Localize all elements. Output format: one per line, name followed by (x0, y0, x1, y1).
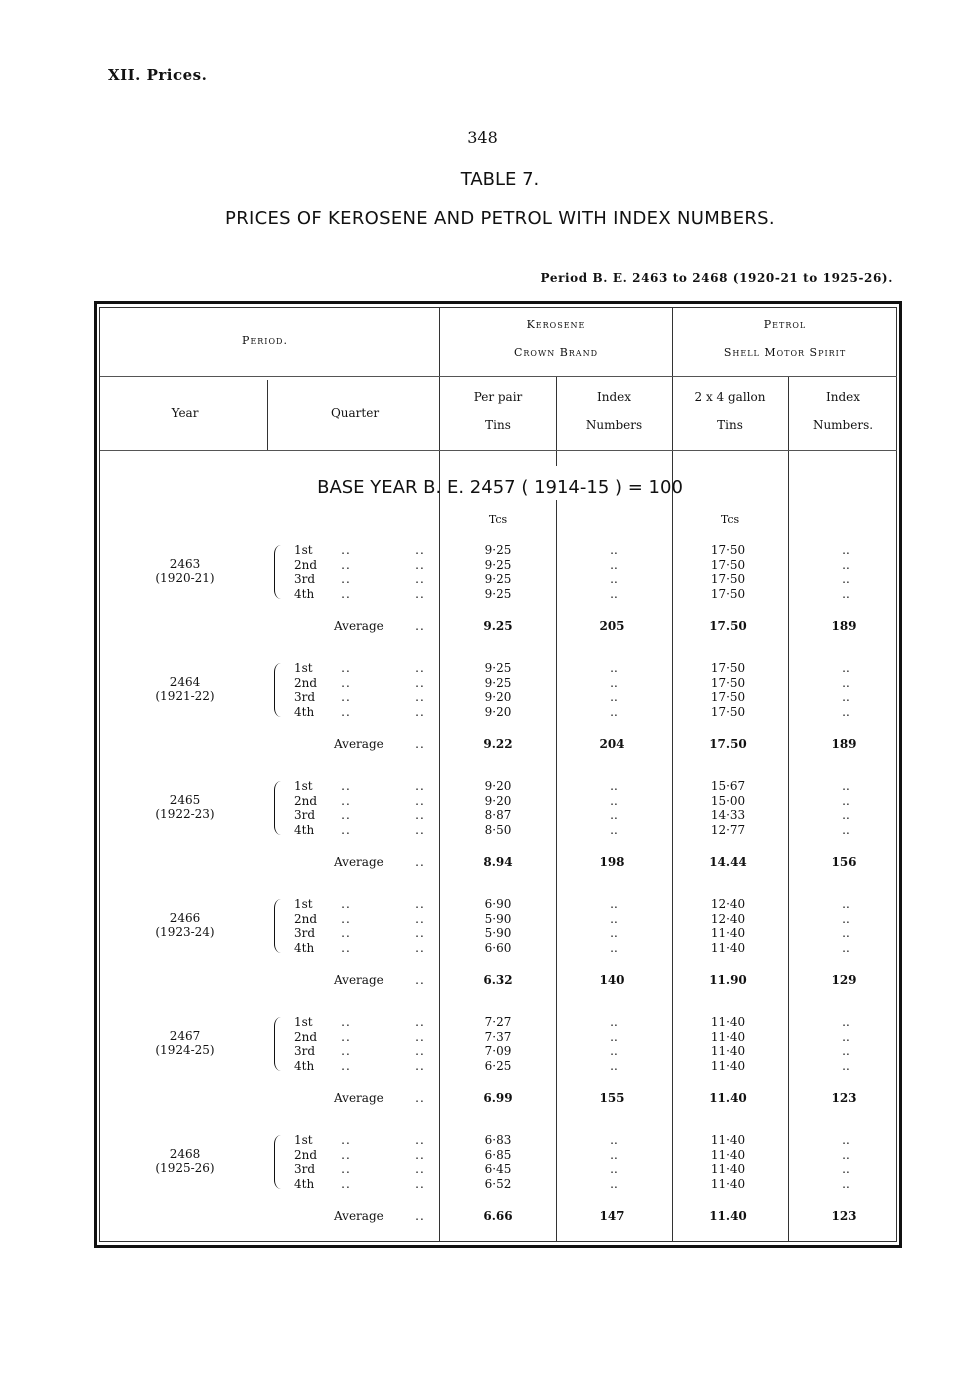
leader-dots: .. (415, 543, 425, 557)
kerosene-index: .. (610, 897, 618, 911)
average-kerosene-price: 9.25 (483, 619, 513, 633)
year-label: 2464 (169, 675, 201, 689)
table-title: PRICES OF KEROSENE AND PETROL WITH INDEX NUMBERS. (225, 208, 775, 229)
average-kerosene-index: 147 (599, 1209, 625, 1223)
petrol-index: .. (842, 808, 850, 822)
unit-kerosene: Tcs (488, 513, 508, 526)
kerosene-index: .. (610, 557, 618, 572)
petrol-price: 17·50 (710, 572, 746, 586)
average-kerosene-price: 6.66 (483, 1209, 513, 1223)
quarter-label: 4th (294, 822, 315, 837)
leader-dots: .. (341, 779, 351, 793)
quarter-brace (274, 899, 282, 953)
fiscal-year-label: (1920-21) (155, 571, 215, 585)
leader-dots: .. (415, 822, 425, 837)
average-petrol-index: 129 (831, 973, 857, 987)
petrol-price: 11·40 (710, 1162, 746, 1176)
table-number: TABLE 7. (460, 169, 540, 190)
quarter-label: 2nd (294, 911, 318, 926)
kerosene-index: .. (610, 690, 618, 704)
kerosene-price: 9·25 (484, 543, 512, 557)
header-petrol-brand: Shell Motor Spirit (723, 346, 847, 359)
kerosene-index: .. (610, 822, 618, 837)
leader-dots: .. (415, 572, 425, 586)
kerosene-price: 6·83 (484, 1133, 512, 1147)
header-petrol-index-line1: Index (825, 390, 861, 404)
leader-dots: .. (341, 1044, 351, 1058)
leader-dots: .. (415, 1162, 425, 1176)
quarter-label: 1st (294, 543, 313, 557)
quarter-label: 4th (294, 1176, 315, 1191)
petrol-price: 11·40 (710, 940, 746, 955)
kerosene-index: .. (610, 808, 618, 822)
kerosene-index: .. (610, 1015, 618, 1029)
header-rule (100, 376, 897, 377)
kerosene-price: 9·25 (484, 675, 512, 690)
petrol-price: 14·33 (710, 808, 746, 822)
kerosene-index: .. (610, 1147, 618, 1162)
petrol-index: .. (842, 897, 850, 911)
average-label: Average (334, 973, 384, 987)
header-kerosene-index-line2: Numbers (585, 418, 643, 432)
leader-dots: .. (341, 704, 351, 719)
kerosene-price: 6·85 (484, 1147, 512, 1162)
average-petrol-price: 17.50 (709, 619, 747, 633)
fiscal-year-label: (1925-26) (155, 1161, 215, 1175)
kerosene-index: .. (610, 1176, 618, 1191)
petrol-price: 11·40 (710, 926, 746, 940)
leader-dots: .. (341, 822, 351, 837)
base-year-line: BASE YEAR B. E. 2457 ( 1914-15 ) = 100 (317, 477, 683, 498)
average-kerosene-index: 198 (599, 855, 625, 869)
period-range: Period B. E. 2463 to 2468 (1920-21 to 1925-26). (540, 271, 893, 285)
leader-dots: .. (415, 855, 425, 869)
average-petrol-index: 189 (831, 619, 857, 633)
kerosene-price: 9·25 (484, 557, 512, 572)
petrol-price: 17·50 (710, 557, 746, 572)
kerosene-price: 8·50 (484, 822, 512, 837)
leader-dots: .. (341, 1058, 351, 1073)
leader-dots: .. (415, 737, 425, 751)
leader-dots: .. (341, 1147, 351, 1162)
quarter-label: 4th (294, 940, 315, 955)
quarter-label: 3rd (294, 1162, 316, 1176)
year-label: 2466 (169, 911, 201, 925)
header-year: Year (171, 406, 199, 420)
average-kerosene-index: 204 (599, 737, 625, 751)
kerosene-index: .. (610, 543, 618, 557)
average-kerosene-price: 6.99 (483, 1091, 513, 1105)
kerosene-price: 5·90 (484, 926, 512, 940)
petrol-price: 11·40 (710, 1147, 746, 1162)
average-petrol-price: 17.50 (709, 737, 747, 751)
leader-dots: .. (341, 926, 351, 940)
year-label: 2467 (169, 1029, 201, 1043)
average-petrol-index: 156 (831, 855, 857, 869)
kerosene-index: .. (610, 1058, 618, 1073)
leader-dots: .. (415, 557, 425, 572)
kerosene-price: 6·25 (484, 1058, 512, 1073)
kerosene-price: 6·60 (484, 940, 512, 955)
leader-dots: .. (341, 690, 351, 704)
column-rule (556, 500, 557, 1242)
quarter-brace (274, 781, 282, 835)
leader-dots: .. (415, 926, 425, 940)
leader-dots: .. (415, 940, 425, 955)
average-petrol-price: 11.40 (709, 1091, 747, 1105)
petrol-price: 17·50 (710, 690, 746, 704)
leader-dots: .. (341, 897, 351, 911)
petrol-index: .. (842, 704, 850, 719)
section-heading: XII. Prices. (108, 66, 208, 84)
petrol-price: 11·40 (710, 1133, 746, 1147)
kerosene-price: 5·90 (484, 911, 512, 926)
leader-dots: .. (341, 572, 351, 586)
leader-dots: .. (415, 1015, 425, 1029)
quarter-label: 2nd (294, 1147, 318, 1162)
fiscal-year-label: (1924-25) (155, 1043, 215, 1057)
average-kerosene-price: 8.94 (483, 855, 513, 869)
kerosene-index: .. (610, 779, 618, 793)
quarter-label: 1st (294, 661, 313, 675)
kerosene-index: .. (610, 572, 618, 586)
average-petrol-price: 11.90 (709, 973, 747, 987)
leader-dots: .. (415, 808, 425, 822)
average-label: Average (334, 619, 384, 633)
average-label: Average (334, 1091, 384, 1105)
petrol-index: .. (842, 661, 850, 675)
header-period: Period. (242, 334, 288, 347)
kerosene-index: .. (610, 675, 618, 690)
leader-dots: .. (341, 586, 351, 601)
leader-dots: .. (415, 675, 425, 690)
leader-dots: .. (415, 661, 425, 675)
leader-dots: .. (341, 675, 351, 690)
leader-dots: .. (341, 661, 351, 675)
leader-dots: .. (415, 619, 425, 633)
average-petrol-index: 189 (831, 737, 857, 751)
petrol-index: .. (842, 1162, 850, 1176)
kerosene-index: .. (610, 926, 618, 940)
leader-dots: .. (415, 1176, 425, 1191)
kerosene-price: 9·25 (484, 572, 512, 586)
kerosene-price: 9·20 (484, 779, 512, 793)
kerosene-index: .. (610, 911, 618, 926)
leader-dots: .. (341, 793, 351, 808)
petrol-price: 15·67 (710, 779, 746, 793)
petrol-price: 11·40 (710, 1029, 746, 1044)
petrol-index: .. (842, 940, 850, 955)
petrol-index: .. (842, 543, 850, 557)
leader-dots: .. (415, 1209, 425, 1223)
leader-dots: .. (415, 779, 425, 793)
quarter-label: 3rd (294, 1044, 316, 1058)
leader-dots: .. (415, 704, 425, 719)
quarter-label: 4th (294, 704, 315, 719)
petrol-index: .. (842, 822, 850, 837)
kerosene-price: 8·87 (484, 808, 512, 822)
petrol-index: .. (842, 1029, 850, 1044)
quarter-label: 3rd (294, 690, 316, 704)
kerosene-price: 7·09 (484, 1044, 512, 1058)
petrol-price: 17·50 (710, 675, 746, 690)
kerosene-index: .. (610, 661, 618, 675)
average-label: Average (334, 1209, 384, 1223)
average-label: Average (334, 737, 384, 751)
kerosene-price: 9·20 (484, 704, 512, 719)
petrol-price: 11·40 (710, 1176, 746, 1191)
quarter-label: 2nd (294, 675, 318, 690)
quarter-label: 3rd (294, 926, 316, 940)
quarter-brace (274, 1017, 282, 1071)
page-number: 348 (467, 128, 498, 147)
petrol-index: .. (842, 690, 850, 704)
petrol-price: 17·50 (710, 704, 746, 719)
petrol-index: .. (842, 1147, 850, 1162)
average-petrol-index: 123 (831, 1091, 857, 1105)
header-rule (100, 450, 897, 451)
petrol-index: .. (842, 779, 850, 793)
petrol-price: 17·50 (710, 586, 746, 601)
kerosene-index: .. (610, 586, 618, 601)
fiscal-year-label: (1921-22) (155, 689, 215, 703)
quarter-label: 4th (294, 586, 315, 601)
average-kerosene-index: 205 (599, 619, 625, 633)
average-kerosene-price: 9.22 (483, 737, 513, 751)
header-kerosene-price-line1: Per pair (473, 390, 523, 404)
header-petrol: Petrol (763, 318, 807, 331)
petrol-index: .. (842, 793, 850, 808)
kerosene-price: 9·20 (484, 690, 512, 704)
kerosene-index: .. (610, 1029, 618, 1044)
quarter-label: 3rd (294, 572, 316, 586)
leader-dots: .. (415, 897, 425, 911)
header-quarter: Quarter (330, 406, 380, 420)
petrol-index: .. (842, 675, 850, 690)
header-petrol-price-line1: 2 x 4 gallon (694, 390, 766, 404)
petrol-index: .. (842, 1044, 850, 1058)
quarter-label: 1st (294, 1133, 313, 1147)
petrol-index: .. (842, 1176, 850, 1191)
average-petrol-price: 14.44 (709, 855, 747, 869)
kerosene-price: 9·25 (484, 586, 512, 601)
quarter-label: 1st (294, 779, 313, 793)
quarter-brace (274, 663, 282, 717)
kerosene-price: 6·45 (484, 1162, 512, 1176)
leader-dots: .. (415, 586, 425, 601)
kerosene-price: 6·90 (484, 897, 512, 911)
petrol-index: .. (842, 1058, 850, 1073)
kerosene-index: .. (610, 704, 618, 719)
kerosene-price: 9·25 (484, 661, 512, 675)
kerosene-index: .. (610, 793, 618, 808)
header-kerosene-price-line2: Tins (485, 418, 511, 432)
petrol-index: .. (842, 926, 850, 940)
unit-petrol: Tcs (720, 513, 740, 526)
average-kerosene-price: 6.32 (483, 973, 513, 987)
kerosene-index: .. (610, 1162, 618, 1176)
header-kerosene: Kerosene (526, 318, 586, 331)
year-label: 2465 (169, 793, 201, 807)
leader-dots: .. (341, 1015, 351, 1029)
year-label: 2468 (169, 1147, 201, 1161)
petrol-price: 15·00 (710, 793, 746, 808)
leader-dots: .. (415, 1133, 425, 1147)
leader-dots: .. (415, 1044, 425, 1058)
fiscal-year-label: (1922-23) (155, 807, 215, 821)
petrol-index: .. (842, 1015, 850, 1029)
average-kerosene-index: 140 (599, 973, 625, 987)
leader-dots: .. (341, 557, 351, 572)
kerosene-index: .. (610, 1133, 618, 1147)
leader-dots: .. (415, 911, 425, 926)
column-rule (267, 380, 268, 450)
petrol-price: 17·50 (710, 661, 746, 675)
petrol-index: .. (842, 557, 850, 572)
quarter-label: 3rd (294, 808, 316, 822)
petrol-price: 17·50 (710, 543, 746, 557)
average-label: Average (334, 855, 384, 869)
leader-dots: .. (341, 1162, 351, 1176)
kerosene-price: 7·27 (484, 1015, 512, 1029)
leader-dots: .. (415, 1058, 425, 1073)
header-kerosene-index-line1: Index (596, 390, 632, 404)
kerosene-index: .. (610, 940, 618, 955)
leader-dots: .. (415, 1091, 425, 1105)
average-kerosene-index: 155 (599, 1091, 625, 1105)
quarter-label: 1st (294, 1015, 313, 1029)
leader-dots: .. (341, 808, 351, 822)
leader-dots: .. (341, 1176, 351, 1191)
petrol-index: .. (842, 586, 850, 601)
leader-dots: .. (341, 1133, 351, 1147)
header-petrol-price-line2: Tins (717, 418, 743, 432)
kerosene-index: .. (610, 1044, 618, 1058)
kerosene-price: 7·37 (484, 1029, 512, 1044)
leader-dots: .. (341, 543, 351, 557)
header-kerosene-brand: Crown Brand (513, 346, 599, 359)
average-petrol-price: 11.40 (709, 1209, 747, 1223)
year-label: 2463 (169, 557, 201, 571)
leader-dots: .. (415, 973, 425, 987)
petrol-price: 12·40 (710, 911, 746, 926)
leader-dots: .. (415, 1147, 425, 1162)
header-petrol-index-line2: Numbers. (812, 418, 874, 432)
leader-dots: .. (341, 911, 351, 926)
leader-dots: .. (341, 940, 351, 955)
petrol-price: 11·40 (710, 1044, 746, 1058)
quarter-label: 2nd (294, 793, 318, 808)
average-petrol-index: 123 (831, 1209, 857, 1223)
kerosene-price: 9·20 (484, 793, 512, 808)
petrol-index: .. (842, 572, 850, 586)
quarter-brace (274, 545, 282, 599)
fiscal-year-label: (1923-24) (155, 925, 215, 939)
petrol-price: 12·77 (710, 822, 746, 837)
quarter-label: 2nd (294, 1029, 318, 1044)
quarter-label: 4th (294, 1058, 315, 1073)
petrol-index: .. (842, 1133, 850, 1147)
leader-dots: .. (341, 1029, 351, 1044)
leader-dots: .. (415, 1029, 425, 1044)
leader-dots: .. (415, 690, 425, 704)
leader-dots: .. (415, 793, 425, 808)
quarter-brace (274, 1135, 282, 1189)
quarter-label: 1st (294, 897, 313, 911)
kerosene-price: 6·52 (484, 1176, 512, 1191)
petrol-price: 11·40 (710, 1058, 746, 1073)
petrol-index: .. (842, 911, 850, 926)
petrol-price: 12·40 (710, 897, 746, 911)
quarter-label: 2nd (294, 557, 318, 572)
petrol-price: 11·40 (710, 1015, 746, 1029)
